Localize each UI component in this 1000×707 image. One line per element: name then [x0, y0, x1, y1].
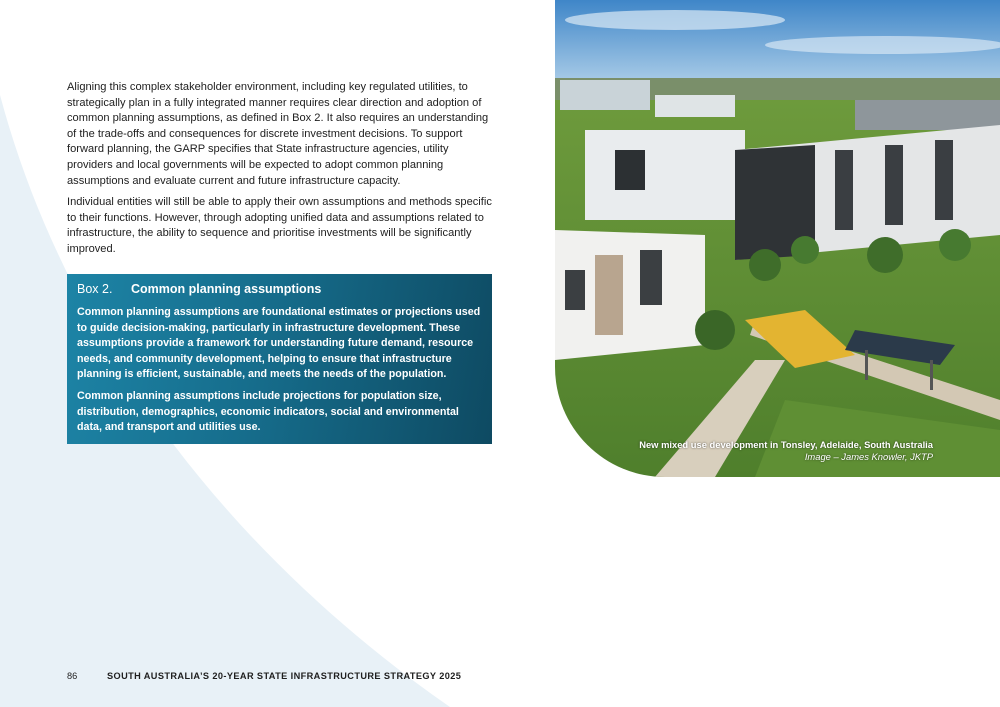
page-footer [67, 671, 461, 681]
box-common-planning-assumptions [67, 274, 492, 444]
box-paragraph-2: Common planning assumptions include projections for population size, distribution, demographics, economic indicators, social and environmental data, and transport and utilities use. [77, 389, 459, 434]
caption-title: New mixed use development in Tonsley, Adelaide, South Australia [639, 439, 933, 450]
body-text [67, 80, 497, 264]
photo-illustration [555, 0, 1000, 477]
box-paragraph-1: Common planning assumptions are foundational estimates or projections used to guide decision-making, particularly in infrastructure development. These assumptions provide a framework for understanding future demand, resource needs, and community development, helping to ensure that infrastructure planning is efficient, sustainable, and meets the needs of the population. [77, 306, 481, 381]
box-title: Common planning assumptions [131, 282, 322, 296]
photo-caption [639, 439, 933, 462]
development-photo [555, 0, 1000, 477]
caption-credit: Image – James Knowler, JKTP [804, 450, 933, 462]
page-number: 86 [67, 671, 78, 681]
box-heading [77, 282, 482, 296]
body-paragraph-2: Individual entities will still be able to apply their own assumptions and methods specific to their functions. However, through adopting unified data and assumptions related to infrastructure, the ability to sequence and prioritise investments will be significantly improved. [67, 196, 492, 255]
box-number: Box 2. [77, 282, 113, 296]
document-title: SOUTH AUSTRALIA’S 20-YEAR STATE INFRASTRUCTURE STRATEGY 2025 [107, 671, 462, 681]
body-paragraph-1: Aligning this complex stakeholder environment, including key regulated utilities, to strategically plan in a fully integrated manner requires clear direction and adoption of common planning assumptions, as defined in Box 2. It also requires an understanding of the trade-offs and consequences for discrete investment decisions. To support forward planning, the GARP specifies that State infrastructure agencies, utility providers and local governments will be expected to adopt common planning assumptions and evaluate current and future infrastructure capacity. [67, 81, 489, 187]
